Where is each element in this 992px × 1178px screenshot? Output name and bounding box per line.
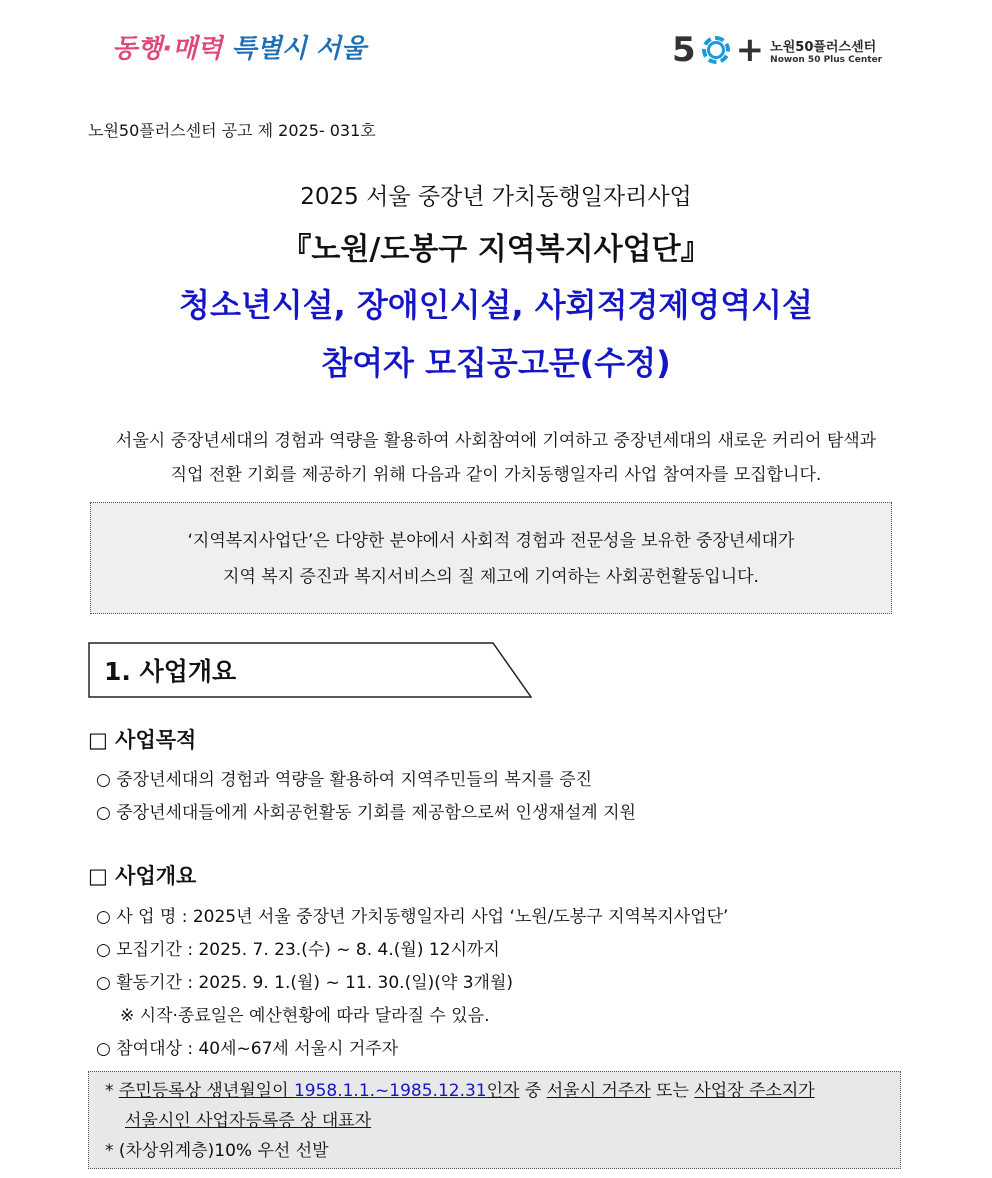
title-line-1: 2025 서울 중장년 가치동행일자리사업 [300, 184, 692, 210]
highlight-line-1: ‘지역복지사업단’은 다양한 분야에서 사회적 경험과 전문성을 보유한 중장년세대가 [187, 531, 795, 551]
eligibility-text: 또는 [650, 1081, 695, 1101]
overview-item: ○ 활동기간 : 2025. 9. 1.(월) ~ 11. 30.(일)(약 3개월) [96, 973, 514, 993]
overview-item: ○ 참여대상 : 40세~67세 서울시 거주자 [96, 1039, 399, 1059]
intro-paragraph [60, 424, 932, 492]
highlight-box [90, 502, 892, 614]
seoul-logo-slogan: 동행·매력 [112, 34, 223, 64]
center-name-ko: 노원50플러스센터 [770, 39, 877, 55]
seoul-logo-city: 특별시 서울 [231, 34, 367, 64]
eligibility-text: 서울시인 사업자등록증 상 대표자 [125, 1111, 372, 1131]
logo-five: 5 [672, 30, 696, 70]
eligibility-text: 인자 [486, 1081, 520, 1101]
eligibility-text: 서울시 거주자 [546, 1081, 651, 1101]
seoul-logo [112, 28, 366, 65]
highlight-line-2: 지역 복지 증진과 복지서비스의 질 제고에 기여하는 사회공헌활동입니다. [223, 567, 759, 587]
logo-plus: + [735, 30, 765, 70]
eligibility-text: 사업장 주소지가 [694, 1081, 815, 1101]
eligibility-line [105, 1106, 900, 1136]
priority-note: * (차상위계층)10% 우선 선발 [105, 1141, 329, 1161]
title-line-3: 청소년시설, 장애인시설, 사회적경제영역시설 [179, 286, 813, 324]
eligibility-dates: 1958.1.1.~1985.12.31 [293, 1081, 487, 1101]
eligibility-text: 주민등록상 생년월일이 [118, 1081, 294, 1101]
nowon-50-plus-logo [672, 30, 882, 70]
schedule-note: ※ 시작·종료일은 예산현황에 따라 달라질 수 있음. [120, 1006, 490, 1026]
overview-item: ○ 사 업 명 : 2025년 서울 중장년 가치동행일자리 사업 ‘노원/도봉구 지역복지사업단’ [96, 907, 729, 927]
eligibility-box [88, 1071, 901, 1169]
purpose-heading: □ 사업목적 [88, 728, 197, 752]
notice-number: 노원50플러스센터 공고 제 2025- 031호 [88, 121, 376, 140]
overview-item: ○ 모집기간 : 2025. 7. 23.(수) ~ 8. 4.(월) 12시까지 [96, 940, 500, 960]
center-name-en: Nowon 50 Plus Center [770, 54, 883, 65]
logo-ring-icon [702, 36, 730, 64]
purpose-item: ○ 중장년세대들에게 사회공헌활동 기회를 제공함으로써 인생재설계 지원 [96, 803, 636, 823]
purpose-item: ○ 중장년세대의 경험과 역량을 활용하여 지역주민들의 복지를 증진 [96, 770, 593, 790]
title-line-2: 『노원/도봉구 지역복지사업단』 [281, 232, 711, 267]
bullet-star: * [105, 1081, 114, 1101]
overview-heading: □ 사업개요 [88, 864, 197, 888]
section-title: 1. 사업개요 [104, 657, 237, 686]
eligibility-text: 중 [519, 1081, 547, 1101]
title-line-4: 참여자 모집공고문(수정) [321, 344, 671, 382]
eligibility-line [105, 1076, 900, 1106]
intro-line-2: 직업 전환 기회를 제공하기 위해 다음과 같이 가치동행일자리 사업 참여자를 모집합니다. [170, 465, 822, 485]
section-heading [88, 642, 532, 697]
intro-line-1: 서울시 중장년세대의 경험과 역량을 활용하여 사회참여에 기여하고 중장년세대의 새로운 커리어 탐색과 [115, 431, 877, 451]
